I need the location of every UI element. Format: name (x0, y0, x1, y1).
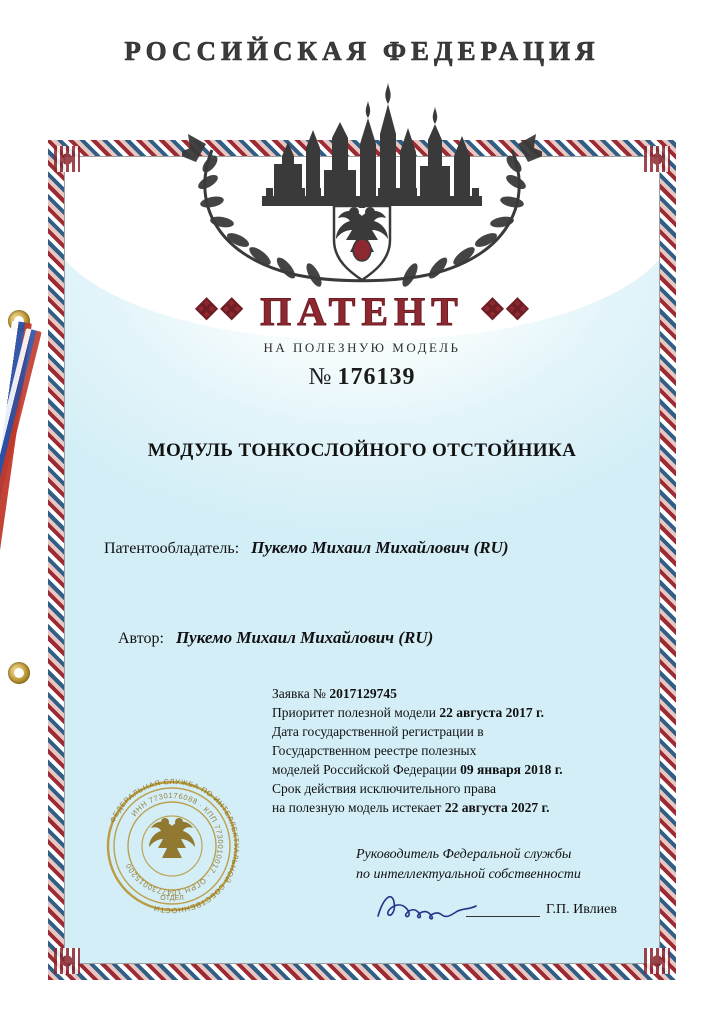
signatory-name: Г.П. Ивлиев (546, 902, 617, 917)
patent-word-left-ornament: ❖❖ (193, 295, 245, 326)
svg-text:ФЕДЕРАЛЬНАЯ СЛУЖБА ПО ИНТЕЛЛЕК: ФЕДЕРАЛЬНАЯ СЛУЖБА ПО ИНТЕЛЛЕКТУАЛЬНОЙ СОБСТВЕННОСТИ (107, 778, 242, 916)
border-corner-bottom-right (644, 948, 670, 974)
country-header: РОССИЙСКАЯ ФЕДЕРАЦИЯ (124, 36, 600, 66)
border-corner-top-right (644, 146, 670, 172)
author-row (118, 628, 678, 648)
detail-label: Срок действия исключительного права (272, 781, 496, 796)
detail-row (272, 798, 632, 817)
signature-line (466, 916, 540, 917)
tricolor-ribbon-secondary (0, 328, 42, 856)
handwritten-signature-icon (372, 886, 482, 926)
detail-row (272, 703, 632, 722)
russian-coat-of-arms-icon (334, 204, 390, 280)
registration-details (272, 684, 632, 817)
detail-value: 2017129745 (329, 686, 397, 701)
detail-label: Дата государственной регистрации в (272, 724, 484, 739)
detail-row (272, 741, 632, 760)
author-label: Автор: (118, 630, 164, 647)
patent-number (0, 364, 724, 391)
border-corner-top-left (54, 146, 80, 172)
detail-label: Заявка № (272, 686, 326, 701)
detail-label: Приоритет полезной модели (272, 705, 436, 720)
patent-holder-value: Пукемо Михаил Михайлович (RU) (251, 538, 509, 557)
official-round-seal-icon (92, 778, 252, 918)
svg-text:ИНН 7730176088 · КПП 773001001: ИНН 7730176088 · КПП 7730010017 · ОГРН 1047730015200 (123, 790, 226, 898)
signatory-title (356, 845, 646, 885)
signatory-title-line2: по интеллектуальной собственности (356, 867, 581, 882)
detail-label: моделей Российской Федерации (272, 762, 457, 777)
border-corner-bottom-left (54, 948, 80, 974)
patent-word (0, 288, 724, 335)
signatory-title-line1: Руководитель Федеральной службы (356, 847, 572, 862)
number-value: 176139 (337, 364, 416, 390)
kremlin-skyline-icon (182, 78, 542, 288)
detail-row (272, 760, 632, 779)
detail-row (272, 779, 632, 798)
detail-value: 22 августа 2017 г. (439, 705, 544, 720)
detail-label: Государственном реестре полезных (272, 743, 477, 758)
patent-subtitle: НА ПОЛЕЗНУЮ МОДЕЛЬ (263, 340, 461, 355)
author-value: Пукемо Михаил Михайлович (RU) (175, 628, 434, 647)
detail-value: 22 августа 2027 г. (444, 800, 550, 815)
detail-value: 09 января 2018 г. (460, 762, 563, 777)
page-title: МОДУЛЬ ТОНКОСЛОЙНОГО ОТСТОЙНИКА (147, 440, 577, 461)
detail-label: на полезную модель истекает (272, 800, 442, 815)
grommet-bottom-hole (14, 668, 24, 678)
patent-word-text: ПАТЕНТ (260, 289, 464, 334)
patent-word-right-ornament: ❖❖ (479, 295, 531, 326)
emblem-group (182, 78, 542, 288)
svg-text:ОТДЕЛ: ОТДЕЛ (160, 895, 184, 902)
patent-holder-label: Патентообладатель: (104, 540, 240, 557)
detail-row (272, 684, 632, 703)
detail-row (272, 722, 632, 741)
number-sign: № (308, 364, 332, 390)
patent-holder-row (104, 538, 664, 558)
